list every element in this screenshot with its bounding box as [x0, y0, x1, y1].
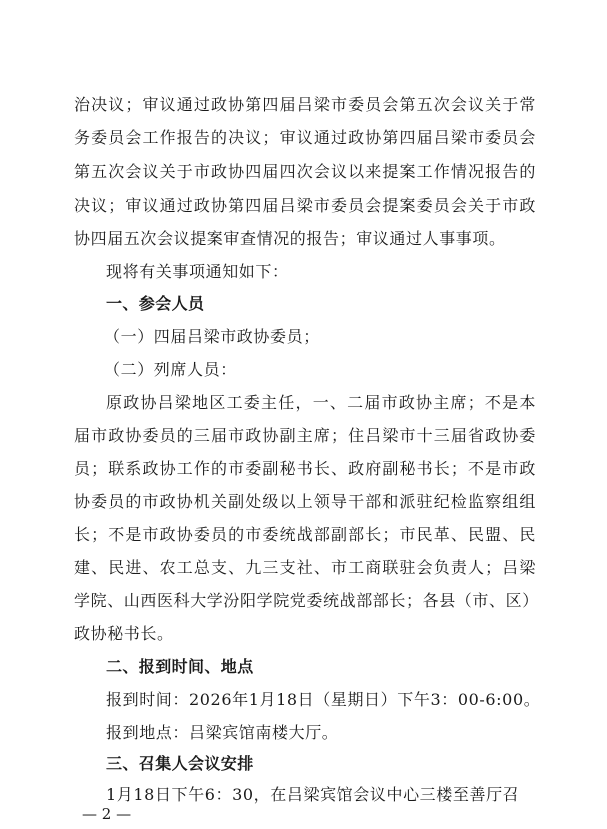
attendees-line: 协委员的市政协机关副处级以上领导干部和派驻纪检监察组组	[74, 492, 536, 511]
section-heading-convener-meeting: 三、召集人会议安排	[106, 754, 254, 773]
attendees-line: 员；联系政协工作的市委副秘书长、政府副秘书长；不是市政	[74, 459, 536, 478]
registration-location: 报到地点：吕梁宾馆南楼大厅。	[106, 723, 339, 742]
section-heading-registration: 二、报到时间、地点	[106, 657, 254, 676]
paragraph-line: 治决议；审议通过政协第四届吕梁市委员会第五次会议关于常	[74, 95, 536, 114]
paragraph-line: 决议；审议通过政协第四届吕梁市委员会提案委员会关于市政	[74, 196, 536, 215]
page-number: — 2 —	[82, 805, 132, 823]
attendee-item-members: （一）四届吕梁市政协委员；	[104, 327, 320, 346]
paragraph-line: 协四届五次会议提案审查情况的报告；审议通过人事事项。	[74, 229, 506, 248]
attendees-line: 政协秘书长。	[74, 624, 174, 643]
attendees-line: 建、民进、农工总支、九三支社、市工商联驻会负责人；吕梁	[74, 558, 536, 577]
attendees-line: 长；不是市政协委员的市委统战部副部长；市民革、民盟、民	[74, 525, 536, 544]
attendee-item-observers: （二）列席人员：	[104, 360, 237, 379]
attendees-line: 学院、山西医科大学汾阳学院党委统战部部长；各县（市、区）	[74, 591, 539, 610]
convener-meeting-line: 1月18日下午6：30，在吕梁宾馆会议中心三楼至善厅召	[106, 785, 520, 804]
section-heading-attendees: 一、参会人员	[106, 294, 205, 313]
attendees-line: 届市政协委员的三届市政协副主席；住吕梁市十三届省政协委	[74, 426, 536, 445]
notice-intro: 现将有关事项通知如下：	[106, 262, 289, 281]
registration-time: 报到时间：2026年1月18日（星期日）下午3：00-6:00。	[106, 690, 541, 709]
paragraph-line: 第五次会议关于市政协四届四次会议以来提案工作情况报告的	[74, 162, 536, 181]
paragraph-line: 务委员会工作报告的决议；审议通过政协第四届吕梁市委员会	[74, 128, 536, 147]
attendees-line: 原政协吕梁地区工委主任，一、二届市政协主席；不是本	[106, 393, 536, 412]
